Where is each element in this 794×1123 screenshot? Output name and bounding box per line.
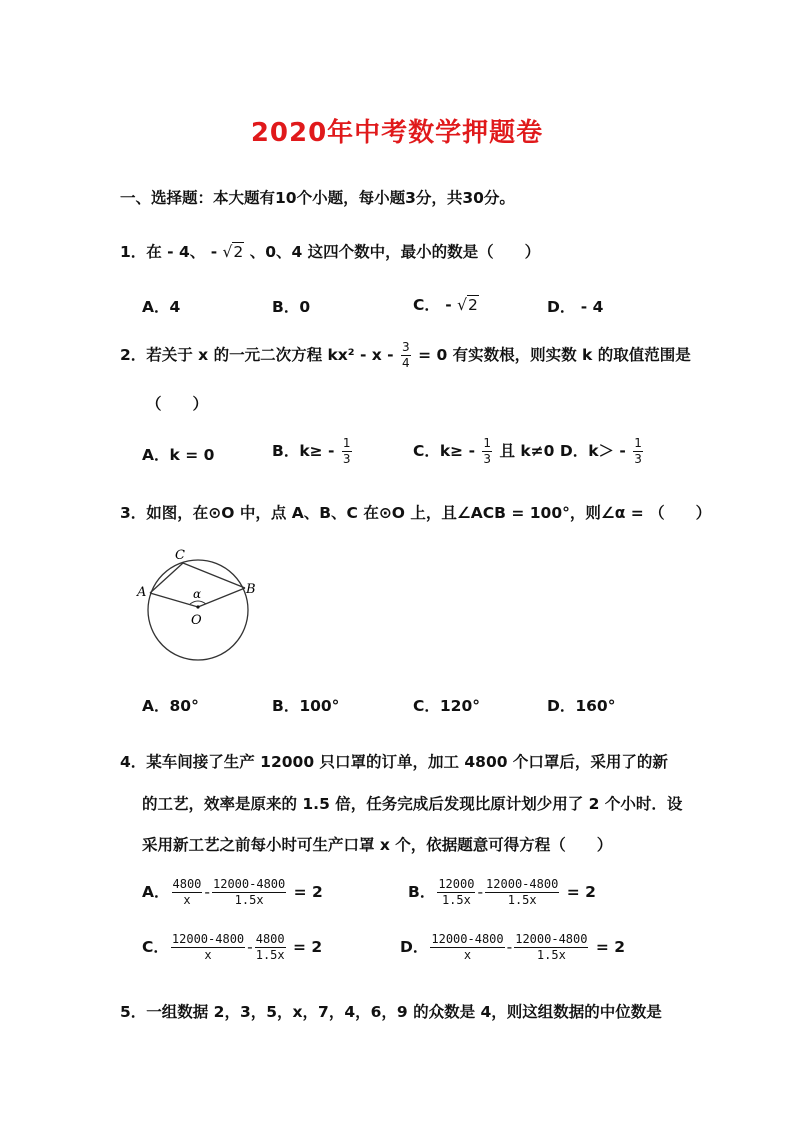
- radius-ob: [198, 588, 245, 607]
- label-o: O: [191, 613, 202, 628]
- q4-option-d-eq: = 2: [595, 938, 626, 956]
- question-1-stem: [120, 240, 540, 262]
- q4-option-a-label: A．: [142, 883, 170, 901]
- q2-option-c-fraction: [482, 436, 492, 467]
- q2-stem-part-b: = 0 有实数根，则实数 k 的取值范围是: [418, 346, 691, 364]
- q3-option-a: A．80°: [142, 697, 199, 715]
- q4-option-a: [142, 877, 323, 908]
- q1-option-c-sqrt: √2: [457, 296, 478, 314]
- q4-option-a-frac-1: [172, 877, 203, 908]
- q4-option-b-num-1: 12000: [438, 877, 475, 891]
- q4-option-c-num-1: 12000-4800: [171, 932, 245, 946]
- q1-sqrt-radicand: 2: [233, 243, 244, 261]
- q4-option-a-num-1: 4800: [172, 877, 202, 891]
- q4-option-d-minus: -: [506, 938, 513, 956]
- q4-option-d: [400, 932, 625, 963]
- page-title: 2020年中考数学押题卷: [250, 118, 544, 148]
- q2-option-c-prefix: C．k≥ -: [413, 442, 476, 460]
- q4-option-b: [408, 877, 596, 908]
- q4-option-d-frac-2: [514, 932, 588, 963]
- q2-option-b-prefix: B．k≥ -: [272, 442, 335, 460]
- q2-option-b-fraction: [342, 436, 352, 467]
- q2-fraction: [401, 340, 411, 371]
- question-2-stem: [120, 340, 691, 371]
- q4-option-b-label: B．: [408, 883, 436, 901]
- q2-stem-part-a: 2．若关于 x 的一元二次方程 kx² - x -: [120, 346, 394, 364]
- center-point: [196, 605, 199, 608]
- q4-option-a-den-2: 1.5x: [234, 893, 264, 907]
- q4-option-c-frac-1: [171, 932, 245, 963]
- angle-alpha-arc: [190, 601, 206, 604]
- q2-option-a: A．k = 0: [142, 446, 215, 464]
- q4-option-c-den-2: 1.5x: [255, 948, 285, 962]
- q4-option-a-minus: -: [204, 883, 210, 901]
- q4-option-b-den-2: 1.5x: [507, 893, 537, 907]
- question-4-line-1: 4．某车间接了生产 12000 只口罩的订单，加工 4800 个口罩后，采用了的新: [120, 753, 668, 771]
- chord-cb: [183, 563, 245, 588]
- q4-option-a-num-2: 12000-4800: [213, 877, 286, 891]
- radius-oa: [150, 593, 198, 607]
- q4-option-a-den-1: x: [183, 893, 191, 907]
- q2-fraction-den: 4: [402, 356, 410, 370]
- q4-option-c: [142, 932, 322, 963]
- q2-fraction-num: 3: [402, 340, 410, 354]
- q4-option-d-den-1: x: [463, 948, 472, 962]
- q4-option-d-frac-1: [430, 932, 504, 963]
- q3-option-b: B．100°: [272, 697, 340, 715]
- q2-option-c-d: [413, 436, 645, 467]
- q2-option-c-suffix: 且 k≠0 D．k＞ -: [499, 442, 626, 460]
- q3-option-c: C．120°: [413, 697, 480, 715]
- label-alpha: α: [193, 587, 202, 601]
- label-c: C: [175, 548, 185, 563]
- circle-diagram: [134, 546, 274, 671]
- q2-option-d-num: 1: [634, 436, 642, 450]
- label-a: A: [137, 585, 147, 600]
- q4-option-a-eq: = 2: [293, 883, 323, 901]
- label-b: B: [246, 582, 256, 597]
- q4-option-d-den-2: 1.5x: [536, 948, 566, 962]
- q4-option-b-num-2: 12000-4800: [486, 877, 559, 891]
- q4-option-d-num-2: 12000-4800: [515, 932, 588, 946]
- q4-option-b-minus: -: [477, 883, 484, 901]
- q4-option-c-label: C．: [142, 938, 169, 956]
- question-5-stem: 5．一组数据 2，3，5，x，7，4，6，9 的众数是 4，则这组数据的中位数是: [120, 1003, 662, 1021]
- circle-o: [148, 560, 248, 660]
- q4-option-a-frac-2: [212, 877, 286, 908]
- q3-option-d: D．160°: [547, 697, 616, 715]
- q4-option-b-frac-2: [485, 877, 559, 908]
- q1-option-c-radicand: 2: [468, 296, 478, 314]
- question-4-line-3: 采用新工艺之前每小时可生产口罩 x 个，依据题意可得方程（ ）: [142, 836, 613, 854]
- q2-option-b: [272, 436, 354, 467]
- q4-option-d-label: D．: [400, 938, 429, 956]
- chord-ac: [150, 563, 183, 593]
- q1-sqrt: √2: [222, 243, 244, 261]
- question-4-line-2: 的工艺，效率是原来的 1.5 倍，任务完成后发现比原计划少用了 2 个小时．设: [142, 795, 683, 813]
- q2-option-c-den: 3: [483, 452, 492, 466]
- q4-option-c-den-1: x: [204, 948, 212, 962]
- q4-option-c-num-2: 4800: [255, 932, 285, 946]
- q1-stem-part-b: 、0、4 这四个数中，最小的数是（ ）: [249, 243, 541, 261]
- q4-option-b-eq: = 2: [566, 883, 596, 901]
- question-3-stem: 3．如图，在⊙O 中，点 A、B、C 在⊙O 上，且∠ACB = 100°，则∠α = （ ）: [120, 504, 712, 522]
- q1-option-d: D． - 4: [547, 298, 604, 316]
- q4-option-d-num-1: 12000-4800: [431, 932, 504, 946]
- q1-option-a: A．4: [142, 298, 181, 316]
- q2-option-b-den: 3: [342, 452, 351, 466]
- q2-option-d-den: 3: [634, 452, 642, 466]
- q1-stem-part-a: 1．在 - 4、 -: [120, 243, 218, 261]
- q1-option-b: B．0: [272, 298, 311, 316]
- q2-option-b-num: 1: [342, 436, 351, 450]
- section-heading: 一、选择题：本大题有10个小题，每小题3分，共30分。: [120, 189, 515, 207]
- q4-option-b-den-1: 1.5x: [441, 893, 471, 907]
- q4-option-c-minus: -: [247, 938, 253, 956]
- q4-option-c-eq: = 2: [293, 938, 323, 956]
- q1-option-c-prefix: C． -: [413, 296, 452, 314]
- q1-option-c: [413, 293, 479, 315]
- q2-answer-paren: （ ）: [146, 395, 209, 413]
- q2-option-d-fraction: [633, 436, 643, 467]
- q4-option-b-frac-1: [437, 877, 475, 908]
- q4-option-c-frac-2: [255, 932, 286, 963]
- q2-option-c-num: 1: [483, 436, 492, 450]
